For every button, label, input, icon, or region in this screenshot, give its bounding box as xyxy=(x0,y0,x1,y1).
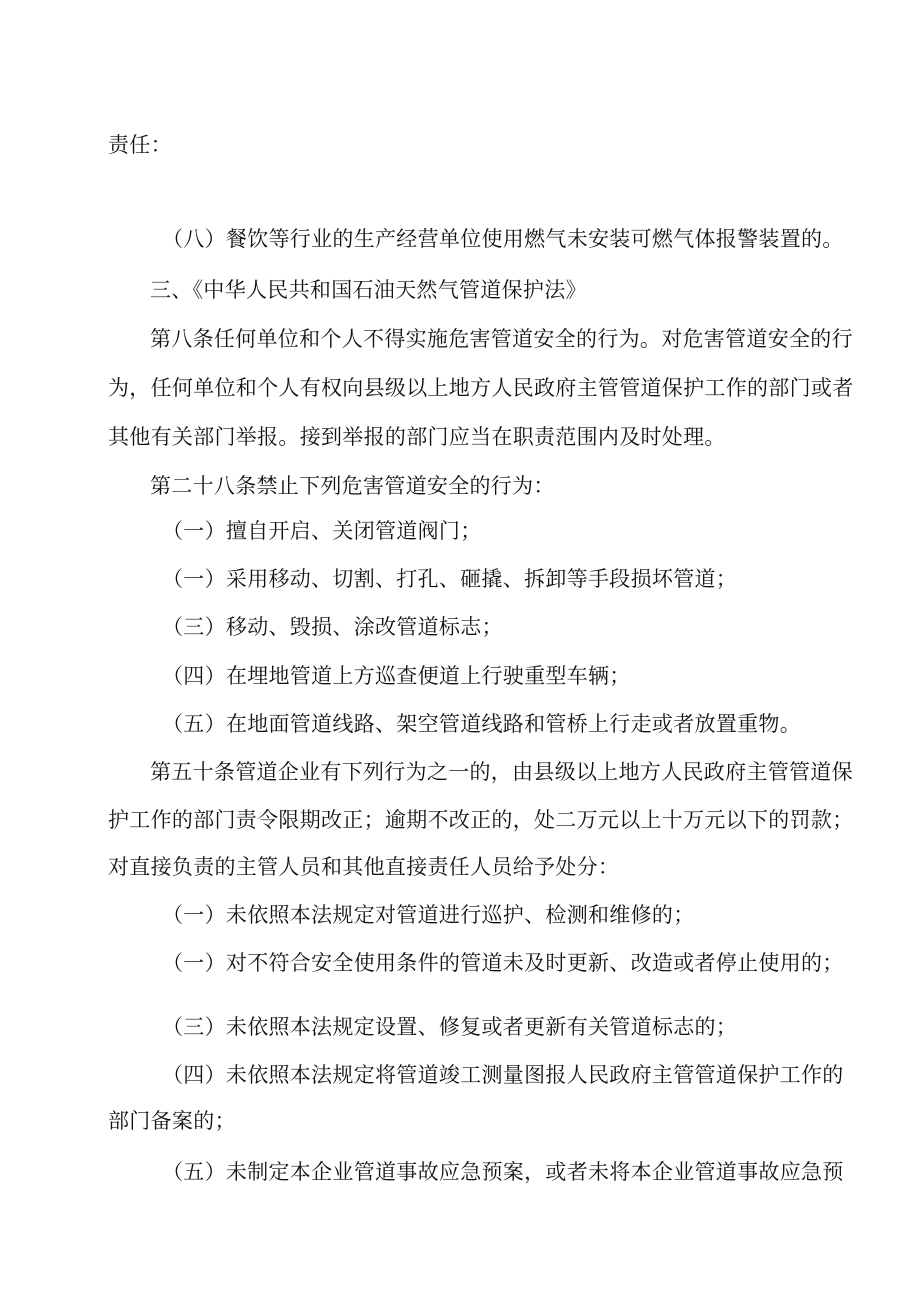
text-line: （八）餐饮等行业的生产经营单位使用燃气未安装可燃气体报警装置的。 xyxy=(162,227,844,251)
list-item: （一）对不符合安全使用条件的管道未及时更新、改造或者停止使用的； xyxy=(162,951,844,975)
text-line: 第八条任何单位和个人不得实施危害管道安全的行为。对危害管道安全的行 xyxy=(150,327,853,351)
list-item: （一）采用移动、切割、打孔、砸撬、拆卸等手段损坏管道； xyxy=(162,567,738,591)
list-item: （四）在埋地管道上方巡查便道上行驶重型车辆； xyxy=(162,664,631,688)
list-item: （三）未依照本法规定设置、修复或者更新有关管道标志的； xyxy=(162,1015,738,1039)
text-line: 护工作的部门责令限期改正；逾期不改正的，处二万元以上十万元以下的罚款； xyxy=(108,808,854,832)
text-line: 其他有关部门举报。接到举报的部门应当在职责范围内及时处理。 xyxy=(108,425,726,449)
text-line: 对直接负责的主管人员和其他直接责任人员给予处分： xyxy=(108,855,620,879)
text-line: 责任： xyxy=(108,133,172,157)
list-item: （四）未依照本法规定将管道竣工测量图报人民政府主管管道保护工作的 xyxy=(162,1063,844,1087)
text-line: 第二十八条禁止下列危害管道安全的行为： xyxy=(150,474,555,498)
list-item: （一）擅自开启、关闭管道阀门； xyxy=(162,519,482,543)
text-line: 第五十条管道企业有下列行为之一的，由县级以上地方人民政府主管管道保 xyxy=(150,760,853,784)
section-heading: 三、《中华人民共和国石油天然气管道保护法》 xyxy=(150,278,587,302)
list-item: （三）移动、毁损、涂改管道标志； xyxy=(162,615,503,639)
text-line: 部门备案的； xyxy=(108,1109,236,1133)
list-item: （五）在地面管道线路、架空管道线路和管桥上行走或者放置重物。 xyxy=(162,712,801,736)
list-item: （一）未依照本法规定对管道进行巡护、检测和维修的； xyxy=(162,903,695,927)
text-line: 为，任何单位和个人有权向县级以上地方人民政府主管管道保护工作的部门或者 xyxy=(108,376,854,400)
list-item: （五）未制定本企业管道事故应急预案，或者未将本企业管道事故应急预 xyxy=(162,1160,844,1184)
